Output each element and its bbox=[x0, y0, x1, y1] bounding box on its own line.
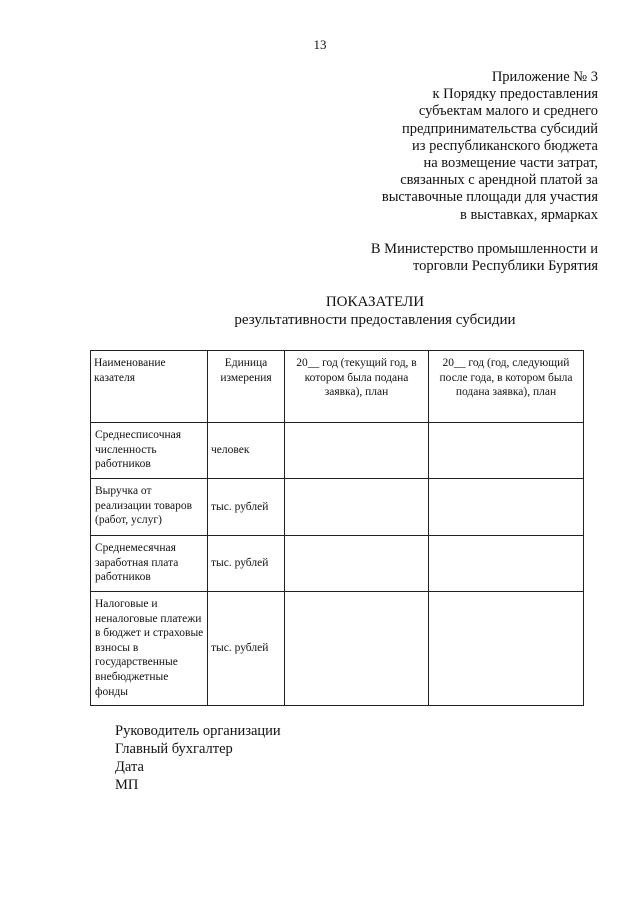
title-heading: ПОКАЗАТЕЛИ bbox=[325, 294, 425, 310]
cell-next-year bbox=[429, 479, 584, 536]
header-current-year: 20__ год (текущий год, в котором была подана заявка), план bbox=[285, 351, 429, 423]
appendix-line: из республиканского бюджета bbox=[412, 137, 598, 154]
cell-next-year bbox=[429, 423, 584, 479]
addressee-line: торговли Республики Бурятия bbox=[412, 258, 598, 275]
appendix-line: субъектам малого и среднего bbox=[418, 103, 598, 120]
signature-accountant: Главный бухгалтер bbox=[115, 741, 233, 757]
appendix-line: в выставках, ярмарках bbox=[459, 206, 598, 223]
cell-unit: тыс. рублей bbox=[208, 592, 285, 706]
signature-seal: МП bbox=[115, 777, 139, 793]
cell-next-year bbox=[429, 592, 584, 706]
document-title bbox=[130, 294, 620, 329]
appendix-block bbox=[318, 69, 598, 224]
cell-indicator-name: Среднесписочная численность работников bbox=[91, 423, 208, 479]
table-header-row bbox=[91, 351, 584, 423]
appendix-line: к Порядку предоставления bbox=[432, 86, 598, 103]
table-row bbox=[91, 479, 584, 536]
cell-unit: тыс. рублей bbox=[208, 479, 285, 536]
page-number: 13 bbox=[313, 37, 327, 52]
appendix-line: Приложение № 3 bbox=[491, 69, 598, 85]
header-unit: Единица измерения bbox=[208, 351, 285, 423]
cell-indicator-name: Налоговые и неналоговые платежи в бюджет и страховые взносы в государственные внебюджетные фонды bbox=[91, 592, 208, 706]
indicators-table bbox=[90, 350, 584, 706]
header-next-year: 20__ год (год, следующий после года, в котором была подана заявка), план bbox=[429, 351, 584, 423]
appendix-line: на возмещение части затрат, bbox=[423, 155, 598, 172]
cell-indicator-name: Среднемесячная заработная плата работников bbox=[91, 536, 208, 592]
addressee-line: В Министерство промышленности и bbox=[370, 241, 598, 257]
cell-current-year bbox=[285, 592, 429, 706]
cell-unit: тыс. рублей bbox=[208, 536, 285, 592]
header-indicator-name: Наименование казателя bbox=[91, 351, 208, 423]
table-row bbox=[91, 423, 584, 479]
cell-next-year bbox=[429, 536, 584, 592]
cell-unit: человек bbox=[208, 423, 285, 479]
cell-current-year bbox=[285, 479, 429, 536]
appendix-line: предпринимательства субсидий bbox=[402, 120, 598, 137]
appendix-line: связанных с арендной платой за bbox=[400, 172, 598, 189]
signature-head: Руководитель организации bbox=[115, 723, 281, 739]
signature-block bbox=[115, 722, 281, 794]
signature-date: Дата bbox=[115, 759, 144, 775]
appendix-line: выставочные площади для участия bbox=[381, 189, 598, 206]
cell-current-year bbox=[285, 423, 429, 479]
title-subheading: результативности предоставления субсидии bbox=[234, 311, 516, 328]
table-row bbox=[91, 536, 584, 592]
table-row bbox=[91, 592, 584, 706]
addressee-block bbox=[298, 241, 598, 275]
cell-indicator-name: Выручка от реализации товаров (работ, услуг) bbox=[91, 479, 208, 536]
cell-current-year bbox=[285, 536, 429, 592]
